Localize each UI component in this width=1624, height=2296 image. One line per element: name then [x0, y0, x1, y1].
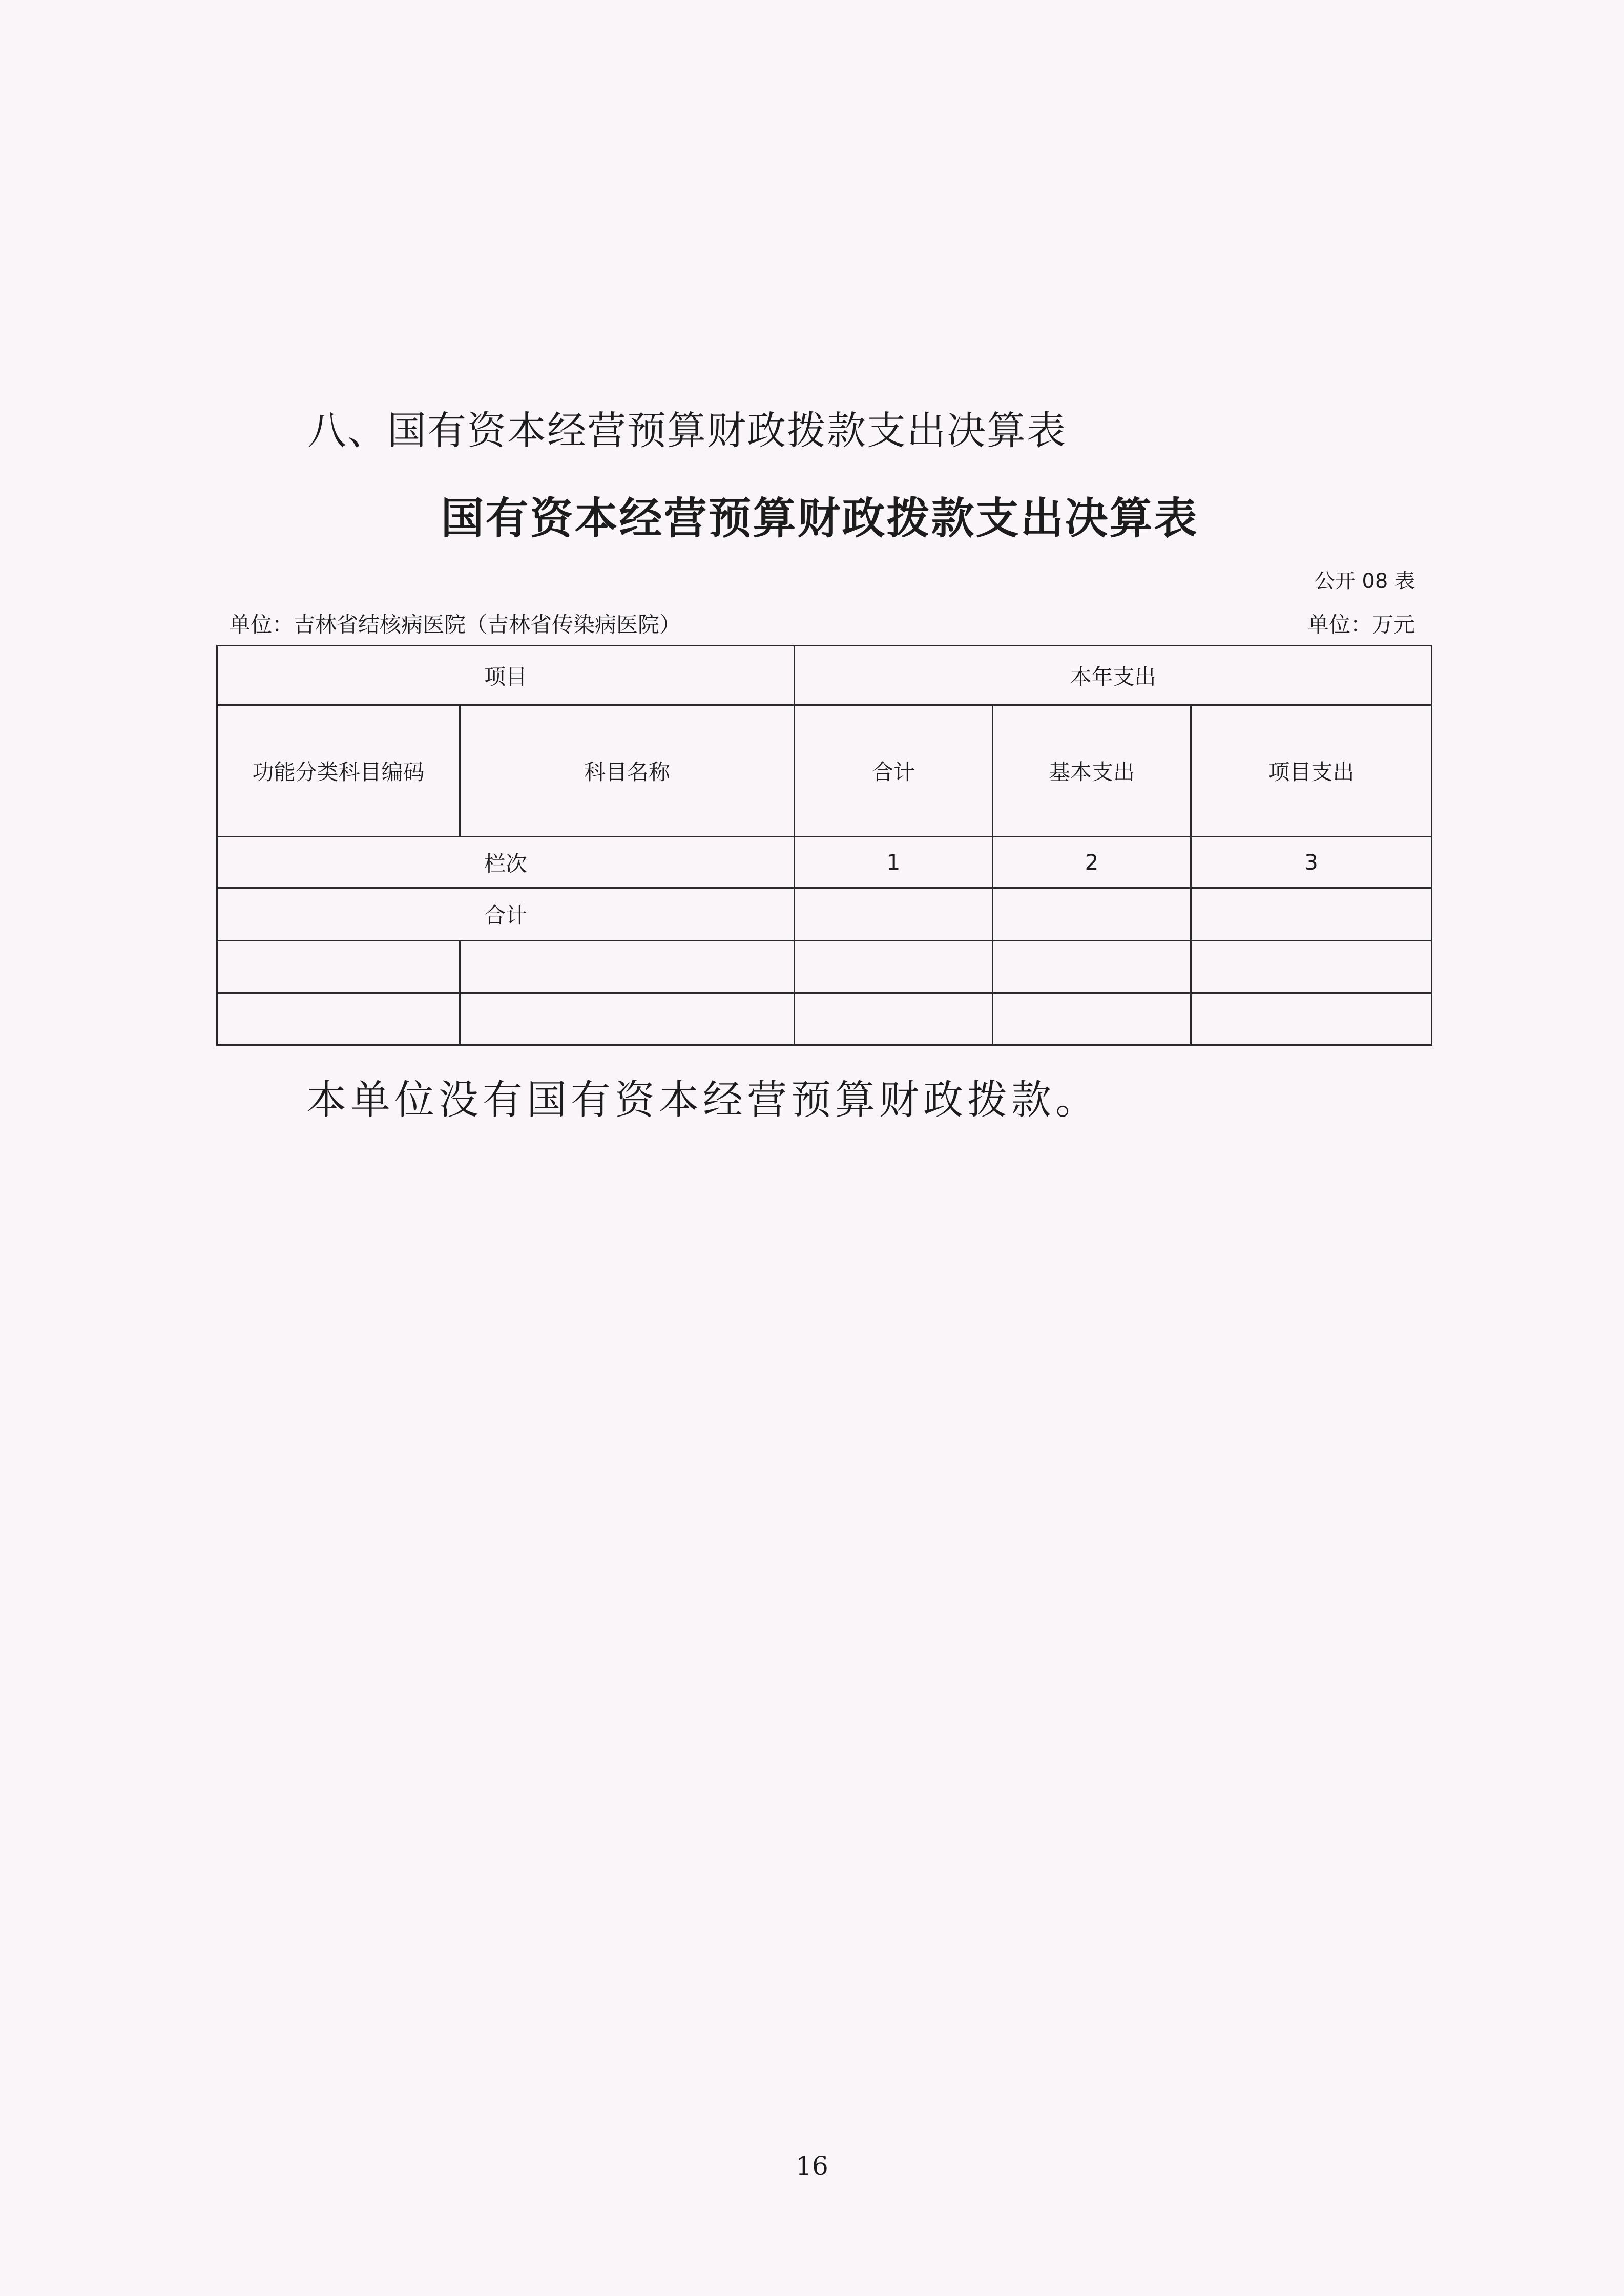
empty-cell	[217, 941, 460, 993]
total-label: 合计	[217, 888, 795, 941]
header-year-expense: 本年支出	[795, 646, 1432, 705]
empty-cell	[1191, 993, 1432, 1045]
column-number-1: 1	[795, 837, 993, 888]
table-title: 国有资本经营预算财政拨款支出决算表	[441, 493, 1199, 543]
table-row	[217, 941, 1432, 993]
unit-currency: 单位：万元	[1307, 612, 1415, 637]
header-item: 项目	[217, 646, 795, 705]
col-project-expense: 项目支出	[1191, 705, 1432, 837]
col-total: 合计	[795, 705, 993, 837]
empty-cell	[795, 993, 993, 1045]
col-function-code: 功能分类科目编码	[217, 705, 460, 837]
column-number-3: 3	[1191, 837, 1432, 888]
budget-expense-table	[216, 645, 1432, 1046]
page-number: 16	[796, 2151, 828, 2181]
unit-organization: 单位：吉林省结核病医院（吉林省传染病医院）	[229, 612, 681, 637]
col-basic-expense: 基本支出	[993, 705, 1191, 837]
empty-cell	[993, 993, 1191, 1045]
empty-cell	[795, 941, 993, 993]
explanatory-note: 本单位没有国有资本经营预算财政拨款。	[306, 1077, 1100, 1123]
form-number: 公开 08 表	[1314, 570, 1415, 593]
empty-cell	[1191, 941, 1432, 993]
table-header-row	[217, 646, 1432, 705]
total-basic-cell	[993, 888, 1191, 941]
col-subject-name: 科目名称	[460, 705, 795, 837]
empty-cell	[460, 941, 795, 993]
column-number-row	[217, 837, 1432, 888]
table-subheader-row	[217, 705, 1432, 837]
empty-cell	[993, 941, 1191, 993]
empty-cell	[217, 993, 460, 1045]
empty-cell	[460, 993, 795, 1045]
total-row	[217, 888, 1432, 941]
total-project-cell	[1191, 888, 1432, 941]
column-number-2: 2	[993, 837, 1191, 888]
column-number-label: 栏次	[217, 837, 795, 888]
section-heading: 八、国有资本经营预算财政拨款支出决算表	[307, 408, 1067, 453]
total-cell	[795, 888, 993, 941]
table-row	[217, 993, 1432, 1045]
